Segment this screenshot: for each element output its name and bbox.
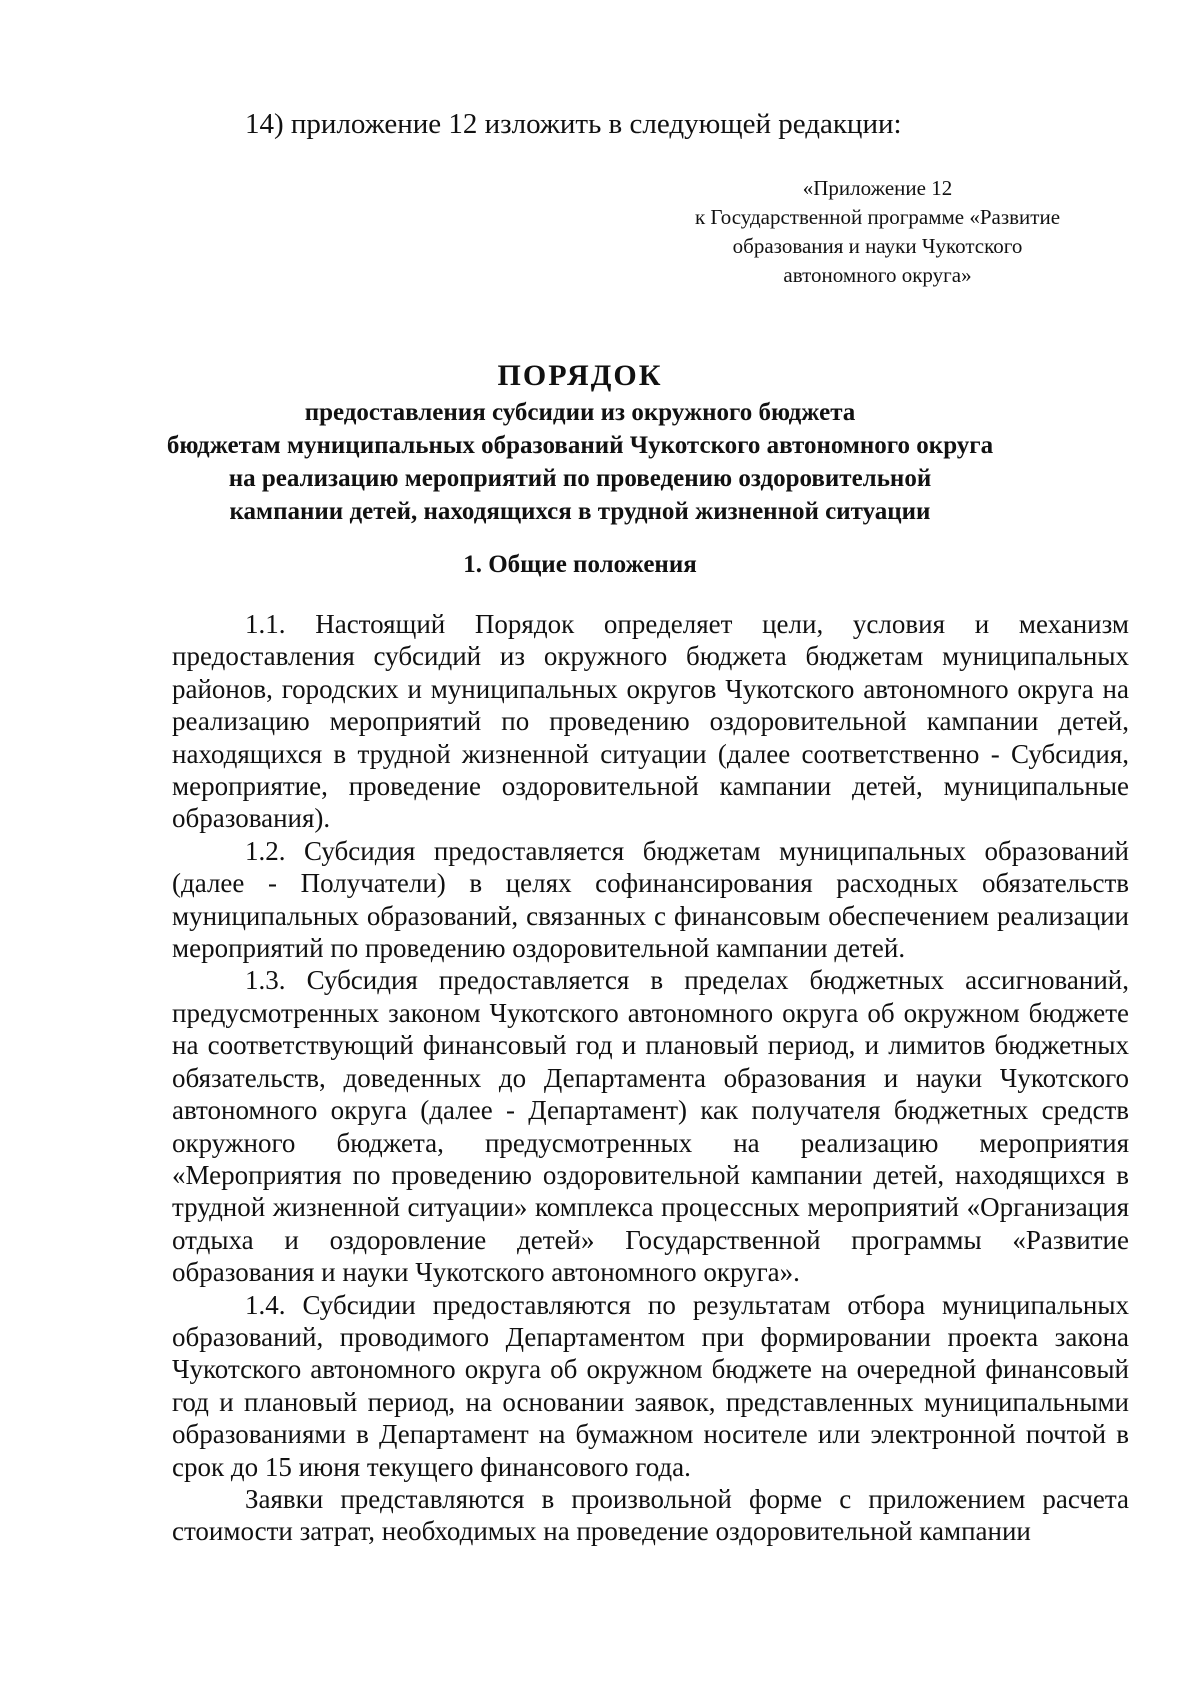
body-text [172, 608, 1129, 1548]
title-main: ПОРЯДОК [497, 359, 663, 392]
paragraph-1-1: 1.1. Настоящий Порядок определяет цели, условия и механизм предоставления субсидий из окружного бюджета бюджетам муниципальных районов, городских и муниципальных округов Чукотского автономного округа на реализацию мероприятий по проведению оздоровительной кампании детей, находящихся в трудной жизненной ситуации (далее соответственно - Субсидия, мероприятие, проведение оздоровительной кампании детей, муниципальные образования). [172, 609, 1129, 834]
section-heading: 1. Общие положения [463, 551, 697, 578]
intro-line: 14) приложение 12 изложить в следующей редакции: [245, 108, 902, 140]
title-subline: предоставления субсидии из окружного бюджета [304, 399, 856, 426]
title-subline: бюджетам муниципальных образований Чукотского автономного округа [166, 432, 994, 459]
appendix-note-line: автономного округа» [783, 263, 972, 287]
appendix-note-line: к Государственной программе «Развитие [694, 205, 1061, 229]
paragraph-1-3: 1.3. Субсидия предоставляется в пределах бюджетных ассигнований, предусмотренных законом Чукотского автономного округа об окружном бюджете на соответствующий финансовый год и плановый период, и лимитов бюджетных обязательств, доведенных до Департамента образования и науки Чукотского автономного округа (далее - Департамент) как получателя бюджетных средств окружного бюджета, предусмотренных на реализацию мероприятия «Мероприятия по проведению оздоровительной кампании детей, находящихся в трудной жизненной ситуации» комплекса процессных мероприятий «Организация отдыха и оздоровление детей» Государственной программы «Развитие образования и науки Чукотского автономного округа». [172, 965, 1129, 1288]
paragraph-applications: Заявки представляются в произвольной форме с приложением расчета стоимости затрат, необходимых на проведение оздоровительной кампании [172, 1483, 1129, 1547]
appendix-note-line: «Приложение 12 [802, 176, 953, 200]
paragraph-1-2: 1.2. Субсидия предоставляется бюджетам муниципальных образований (далее - Получатели) в целях софинансирования расходных обязательств муниципальных образований, связанных с финансовым обеспечением реализации мероприятий по проведению оздоровительной кампании детей. [172, 835, 1129, 964]
paragraph-1-4: 1.4. Субсидии предоставляются по результатам отбора муниципальных образований, проводимого Департаментом при формировании проекта закона Чукотского автономного округа об окружном бюджете на очередной финансовый год и плановый период, на основании заявок, представленных муниципальными образованиями в Департамент на бумажном носителе или электронной почтой в срок до 15 июня текущего финансового года. [172, 1289, 1129, 1482]
document-title [130, 356, 1030, 528]
appendix-note [640, 174, 1115, 290]
appendix-note-line: образования и науки Чукотского [732, 234, 1023, 258]
title-subline: кампании детей, находящихся в трудной жизненной ситуации [229, 498, 931, 525]
title-subline: на реализацию мероприятий по проведению оздоровительной [228, 465, 932, 492]
